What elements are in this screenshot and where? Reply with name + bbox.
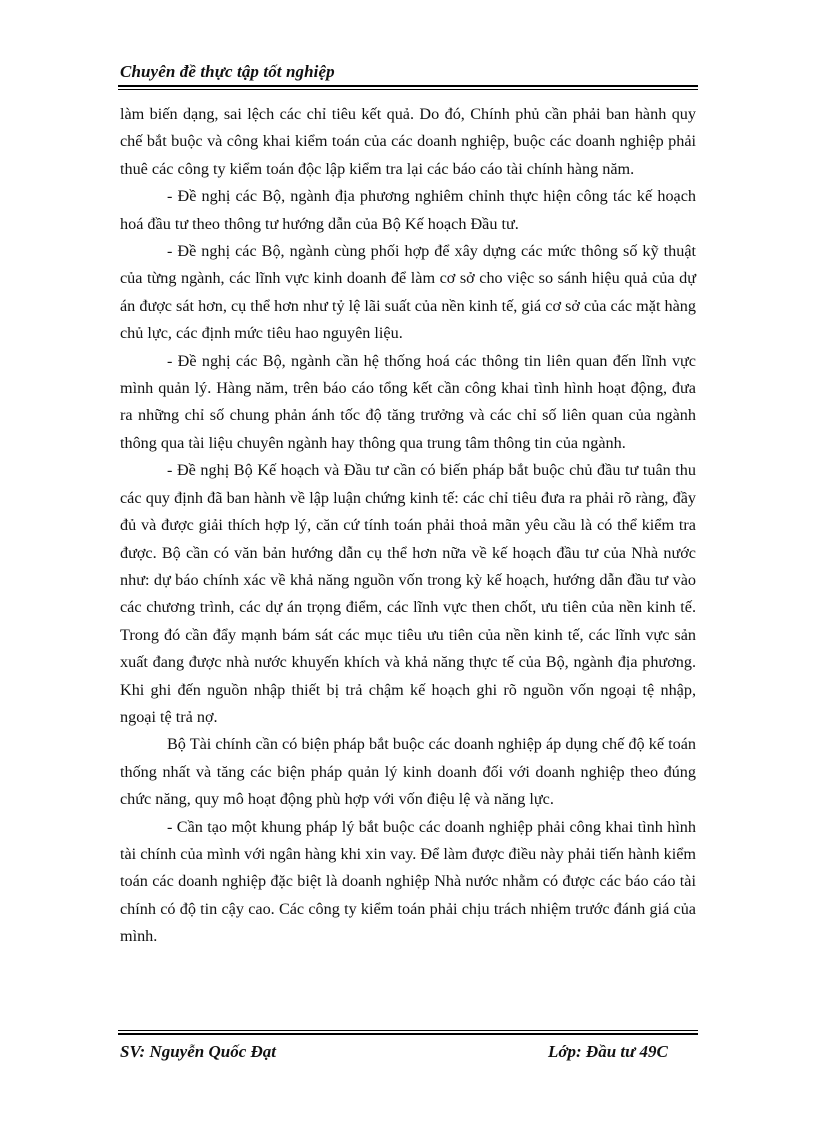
- footer-rule: [118, 1033, 698, 1035]
- header-rule-thin: [118, 89, 698, 90]
- paragraph-2: - Đề nghị các Bộ, ngành địa phương nghiêm chỉnh thực hiện công tác kế hoạch hoá đầu tư theo thông tư hướng dẫn của Bộ Kế hoạch Đầu tư.: [120, 187, 696, 233]
- header-title: Chuyên đề thực tập tốt nghiệp: [120, 62, 335, 81]
- page-footer: [118, 1030, 698, 1070]
- paragraph-4: - Đề nghị các Bộ, ngành cần hệ thống hoá các thông tin liên quan đến lĩnh vực mình quản lý. Hàng năm, trên báo cáo tổng kết cần công khai tình hình hoạt động, đưa ra những chỉ số chung phản ánh tốc độ tăng trưởng và các chỉ số liên quan của ngành thông qua tài liệu chuyên ngành hay thông qua trung tâm thông tin của ngành.: [120, 351, 696, 452]
- paragraph-7: - Cần tạo một khung pháp lý bắt buộc các doanh nghiệp phải công khai tình hình tài chính của mình với ngân hàng khi xin vay. Để làm được điều này phải tiến hành kiểm toán các doanh nghiệp đặc biệt là doanh nghiệp Nhà nước nhằm có được các báo cáo tài chính có độ tin cậy cao. Các công ty kiểm toán phải chịu trách nhiệm trước đánh giá của mình.: [120, 817, 696, 946]
- paragraph-3: - Đề nghị các Bộ, ngành cùng phối hợp để xây dựng các mức thông số kỹ thuật của từng ngành, các lĩnh vực kinh doanh để làm cơ sở cho việc so sánh hiệu quả của dự án được sát hơn, cụ thể hơn như tỷ lệ lãi suất của nền kinh tế, giá cơ sở của các mặt hàng chủ lực, các định mức tiêu hao nguyên liệu.: [120, 242, 696, 343]
- footer-rule-thin: [118, 1030, 698, 1031]
- footer-class: Lớp: Đầu tư 49C: [548, 1042, 668, 1061]
- page-header: [118, 60, 698, 90]
- footer-student-name: SV: Nguyễn Quốc Đạt: [120, 1042, 276, 1061]
- header-rule: [118, 85, 698, 87]
- paragraph-1: làm biến dạng, sai lệch các chỉ tiêu kết quả. Do đó, Chính phủ cần phải ban hành quy chế bắt buộc và công khai kiểm toán của các doanh nghiệp, buộc các doanh nghiệp phải thuê các công ty kiểm toán độc lập kiểm tra lại các báo cáo tài chính hàng năm.: [120, 105, 696, 178]
- paragraph-5: - Đề nghị Bộ Kế hoạch và Đầu tư cần có biến pháp bắt buộc chủ đầu tư tuân thu các quy định đã ban hành về lập luận chứng kinh tế: các chỉ tiêu đưa ra phải rõ ràng, đầy đủ và được giải thích hợp lý, căn cứ tính toán phải thoả mãn yêu cầu là có thể kiểm tra được. Bộ cần có văn bản hướng dẫn cụ thể hơn nữa về kế hoạch đầu tư của Nhà nước như: dự báo chính xác về khả năng nguồn vốn trong kỳ kế hoạch, hướng dẫn đầu tư vào các chương trình, các dự án trọng điểm, các lĩnh vực then chốt, ưu tiên của nền kinh tế. Trong đó cần đẩy mạnh bám sát các mục tiêu ưu tiên của nền kinh tế, các lĩnh vực sản xuất đang được nhà nước khuyến khích và khả năng thực tế của Bộ, ngành địa phương. Khi ghi đến nguồn nhập thiết bị trả chậm kế hoạch ghi rõ nguồn vốn ngoại tệ nhập, ngoại tệ trả nợ.: [120, 461, 696, 726]
- paragraph-6: Bộ Tài chính cần có biện pháp bắt buộc các doanh nghiệp áp dụng chế độ kế toán thống nhất và tăng các biện pháp quản lý kinh doanh đối với doanh nghiệp theo đúng chức năng, quy mô hoạt động phù hợp với vốn điệu lệ và năng lực.: [120, 735, 696, 809]
- body-text: [120, 101, 696, 951]
